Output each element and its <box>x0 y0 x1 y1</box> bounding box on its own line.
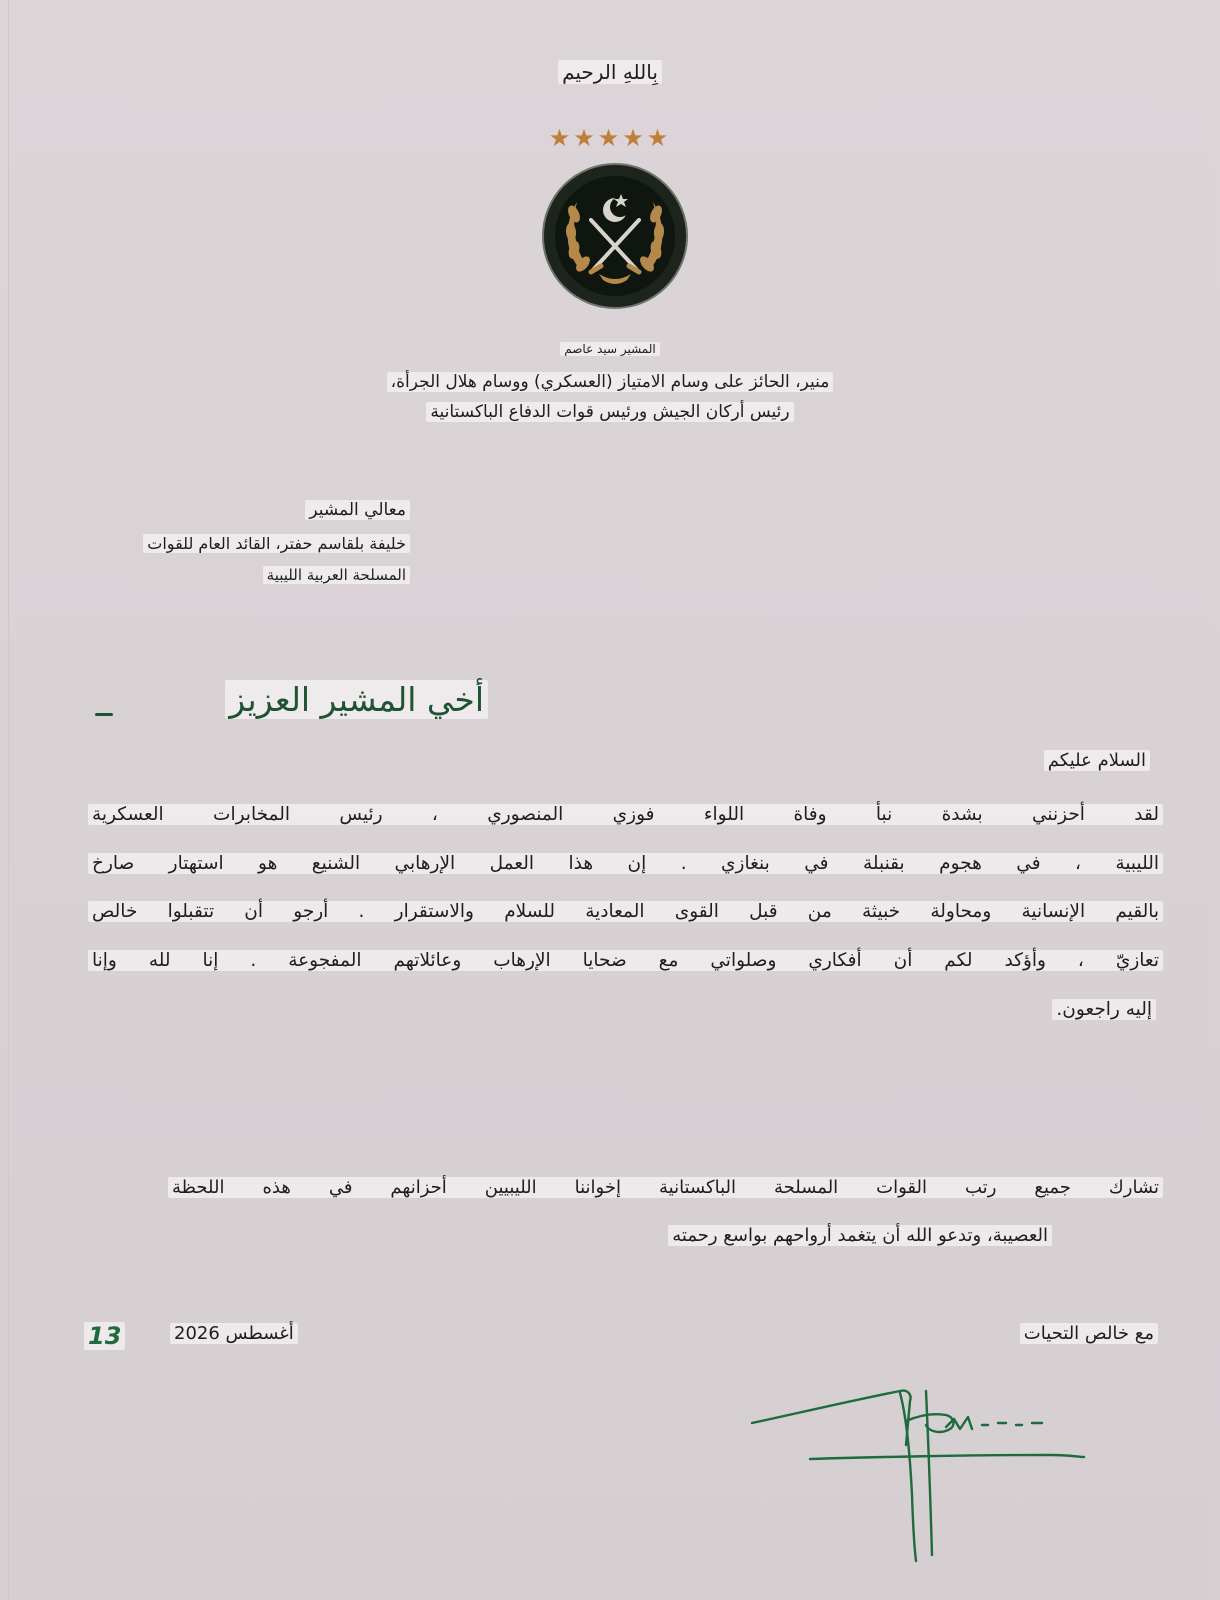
signature-icon <box>750 1385 1110 1565</box>
date-month-year: أغسطس 2026 <box>170 1323 298 1344</box>
body-line: بالقيم الإنسانية ومحاولة خبيثة من قبل القوى المعادية للسلام والاستقرار . أرجو أن تتقبلوا خالص <box>88 901 1163 922</box>
pen-mark <box>95 713 113 716</box>
closing: مع خالص التحيات <box>1020 1323 1158 1344</box>
army-emblem-icon <box>541 162 689 310</box>
sender-titles-line2: رئيس أركان الجيش ورئيس قوات الدفاع الباكستانية <box>0 402 1220 422</box>
body-line: لقد أحزنني بشدة نبأ وفاة اللواء فوزي المنصوري ، رئيس المخابرات العسكرية <box>88 804 1163 825</box>
recipient-title: معالي المشير <box>90 500 410 520</box>
share-line: العصيبة، وتدعو الله أن يتغمد أرواحهم بواسع رحمته <box>668 1225 1052 1246</box>
recipient-line1: خليفة بلقاسم حفتر، القائد العام للقوات <box>90 534 410 553</box>
sender-name: المشير سيد عاصم <box>0 342 1220 356</box>
greeting: السلام عليكم <box>820 750 1150 771</box>
salutation: أخي المشير العزيز <box>188 680 488 719</box>
body-line: تعازيّ ، وأؤكد لكم أن أفكاري وصلواتي مع ضحايا الإرهاب وعائلاتهم المفجوعة . إنا لله وإنا <box>88 950 1163 971</box>
body-line: إليه راجعون. <box>1052 999 1156 1020</box>
five-stars-icon: ★★★★★ <box>548 124 672 152</box>
share-line: تشارك جميع رتب القوات المسلحة الباكستانية إخواننا الليبيين أحزانهم في هذه اللحظة <box>168 1177 1163 1198</box>
body-line: الليبية ، في هجوم بقنبلة في بنغازي . إن هذا العمل الإرهابي الشنيع هو استهتار صارخ <box>88 853 1163 874</box>
recipient-line2: المسلحة العربية الليبية <box>90 566 410 584</box>
sender-titles-line1: منير، الحائز على وسام الامتياز (العسكري) ووسام هلال الجرأة، <box>0 372 1220 392</box>
date-day: 13 <box>84 1322 125 1350</box>
basmala-header: بِاللهِ الرحيم <box>0 60 1220 84</box>
